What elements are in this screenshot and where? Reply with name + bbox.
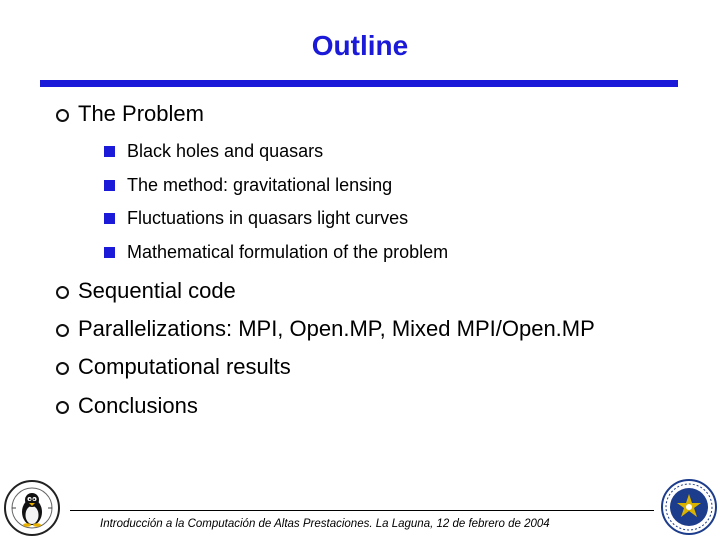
sub-bullet-item [104, 242, 448, 263]
circle-bullet-icon [56, 109, 69, 122]
bullet-item [56, 278, 236, 304]
sub-bullet-label: Black holes and quasars [127, 141, 324, 161]
sub-bullet-item [104, 208, 408, 229]
sub-bullet-label: The method: gravitational lensing [127, 175, 393, 195]
square-bullet-icon [104, 146, 115, 157]
sub-bullet-label: Mathematical formulation of the problem [127, 242, 449, 262]
circle-bullet-icon [56, 286, 69, 299]
sub-bullet-label: Fluctuations in quasars light curves [127, 208, 409, 228]
footer-text: Introducción a la Computación de Altas Prestaciones. La Laguna, 12 de febrero de 2004 [100, 518, 550, 530]
bullet-label: Sequential code [78, 278, 236, 303]
footer-divider [70, 510, 654, 511]
bullet-label: Conclusions [78, 393, 198, 418]
bullet-item [56, 354, 291, 380]
square-bullet-icon [104, 180, 115, 191]
bullet-label: Parallelizations: MPI, Open.MP, Mixed MPI/Open.MP [78, 316, 595, 341]
sub-bullet-item [104, 175, 392, 196]
bullet-item [56, 316, 595, 342]
square-bullet-icon [104, 247, 115, 258]
bullet-label: Computational results [78, 354, 291, 379]
linux-penguin-logo [2, 478, 62, 543]
bullet-item [56, 393, 198, 419]
sub-bullet-item [104, 141, 323, 162]
bullet-label: The Problem [78, 101, 204, 126]
square-bullet-icon [104, 213, 115, 224]
university-seal-logo [660, 478, 718, 541]
slide-title: Outline [311, 30, 409, 61]
circle-bullet-icon [56, 401, 69, 414]
circle-bullet-icon [56, 324, 69, 337]
circle-bullet-icon [56, 362, 69, 375]
bullet-item [56, 101, 204, 127]
